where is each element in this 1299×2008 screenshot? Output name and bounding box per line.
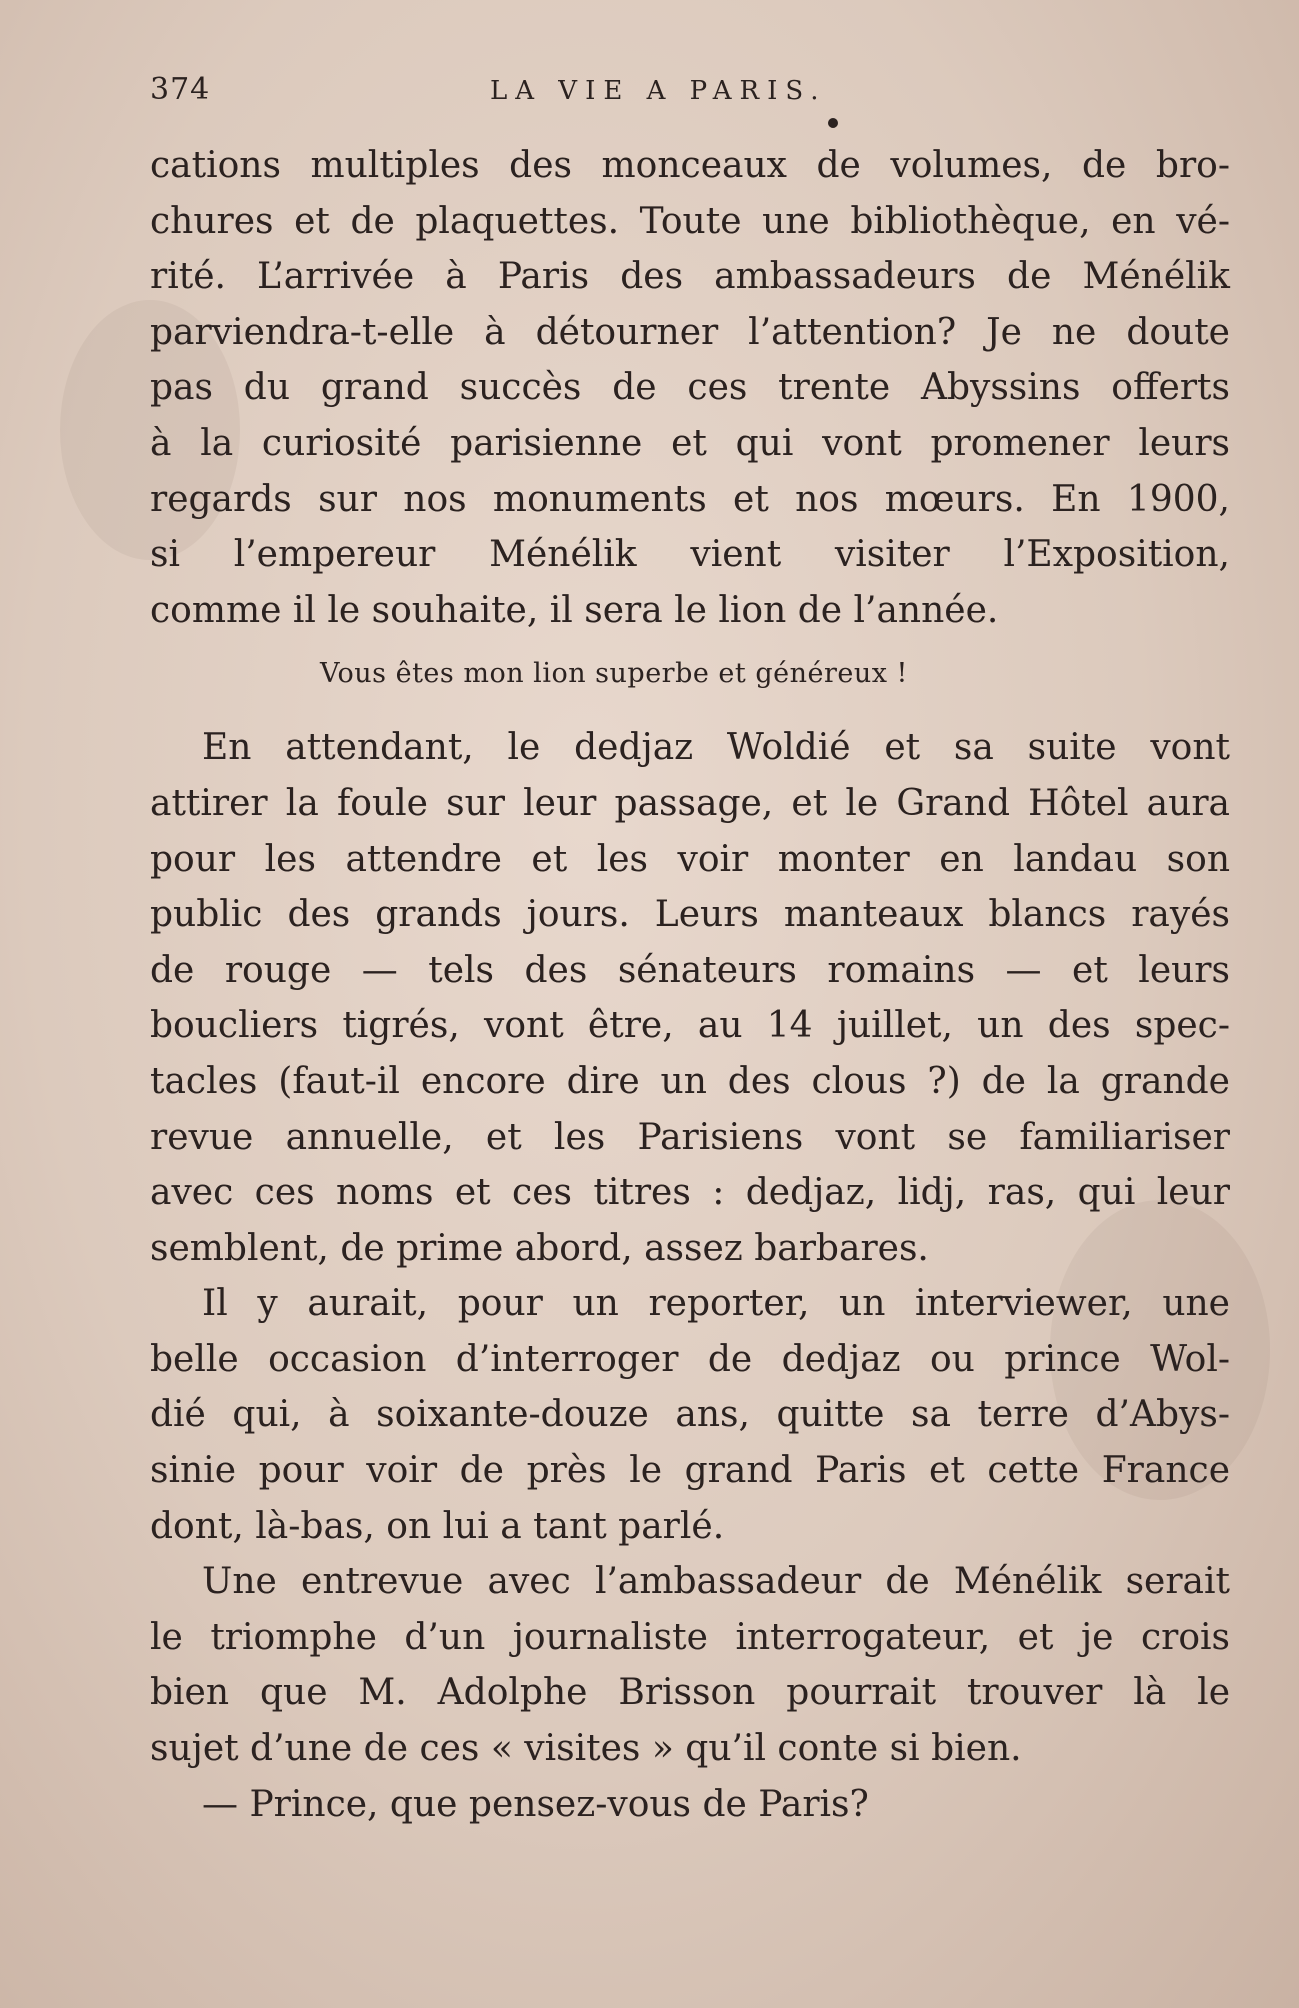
text-line: chures et de plaquettes. Toute une bibliothèque, en vé- [150,200,1230,242]
ink-dot [828,118,838,128]
running-title: LA VIE A PARIS. [490,76,827,106]
text-line: attirer la foule sur leur passage, et le Grand Hôtel aura [150,782,1230,824]
text-line: sujet d’une de ces « visites » qu’il conte si bien. [150,1728,1022,1770]
page-number: 374 [150,72,211,107]
text-line: parviendra-t-elle à détourner l’attention? Je ne doute [150,311,1230,353]
text-line: le triomphe d’un journaliste interrogateur, et je crois [150,1616,1230,1658]
body-text [150,138,1230,1832]
text-line: boucliers tigrés, vont être, au 14 juillet, un des spec- [150,1005,1230,1047]
text-line: tacles (faut-il encore dire un des clous ?) de la grande [150,1060,1230,1102]
running-head [150,72,1230,122]
spacer [150,710,1230,720]
text-line: public des grands jours. Leurs manteaux blancs rayés [150,894,1230,936]
text-line: revue annuelle, et les Parisiens vont se familiariser [150,1116,1230,1158]
text-line: pour les attendre et les voir monter en landau son [150,838,1230,880]
text-line: pas du grand succès de ces trente Abyssins offerts [150,367,1230,409]
text-line: Il y aurait, pour un reporter, un interviewer, une [202,1283,1230,1325]
text-line: regards sur nos monuments et nos mœurs. En 1900, [150,478,1230,520]
text-line: — Prince, que pensez-vous de Paris? [202,1783,869,1825]
text-line: rité. L’arrivée à Paris des ambassadeurs de Ménélik [150,256,1230,298]
text-line: dié qui, à soixante-douze ans, quitte sa terre d’Abys- [150,1394,1230,1436]
text-line: de rouge — tels des sénateurs romains — et leurs [150,949,1230,991]
text-line: semblent, de prime abord, assez barbares. [150,1227,929,1269]
text-line: cations multiples des monceaux de volumes, de bro- [150,145,1230,186]
text-line: si l’empereur Ménélik vient visiter l’Exposition, [150,534,1230,576]
text-line: belle occasion d’interroger de dedjaz ou prince Wol- [150,1338,1230,1380]
text-line: comme il le souhaite, il sera le lion de l’année. [150,589,999,631]
text-line: En attendant, le dedjaz Woldié et sa suite vont [202,727,1230,769]
text-line: Une entrevue avec l’ambassadeur de Ménélik serait [202,1561,1230,1603]
text-line: sinie pour voir de près le grand Paris et cette France [150,1450,1230,1492]
text-line: dont, là-bas, on lui a tant parlé. [150,1505,725,1547]
verse-quote: Vous êtes mon lion superbe et généreux ! [320,658,908,690]
text-line: à la curiosité parisienne et qui vont promener leurs [150,422,1230,464]
text-line: avec ces noms et ces titres : dedjaz, lidj, ras, qui leur [150,1172,1230,1214]
text-line: bien que M. Adolphe Brisson pourrait trouver là le [150,1672,1230,1714]
